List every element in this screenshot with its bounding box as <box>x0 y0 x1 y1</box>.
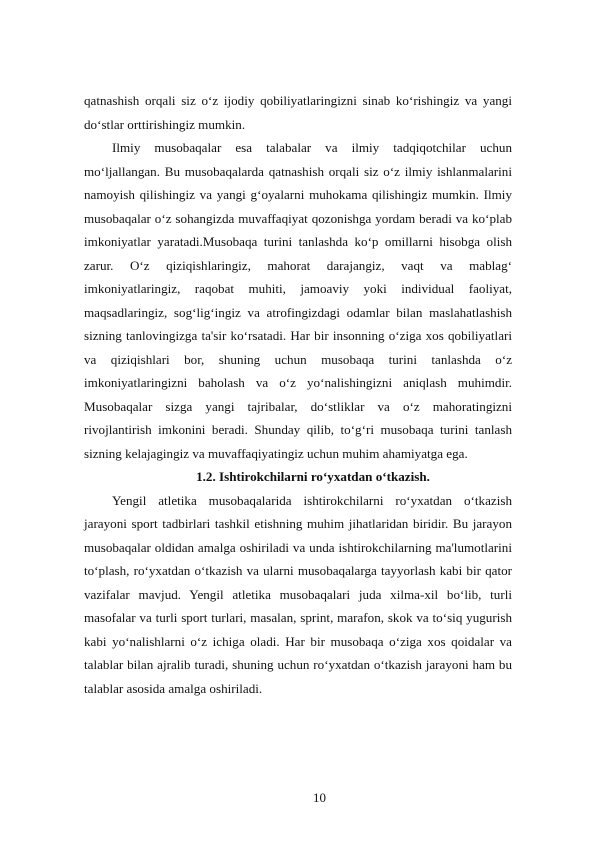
document-body <box>84 89 512 700</box>
section-heading: 1.2. Ishtirokchilarni ro‘yxatdan o‘tkazish. <box>196 469 430 484</box>
page-number: 10 <box>313 790 326 805</box>
paragraph-continuation: qatnashish orqali siz o‘z ijodiy qobiliyatlaringizni sinab ko‘rishingiz va yangi do‘stlar orttirishingiz mumkin. <box>84 93 512 132</box>
paragraph-scientific-competitions: Ilmiy musobaqalar esa talabalar va ilmiy tadqiqotchilar uchun mo‘ljallangan. Bu musobaqalarda qatnashish orqali siz o‘z ilmiy ishlanmalarini namoyish qilishingiz va yangi g‘oyalarni muhokama qilishingiz mumkin. Ilmiy musobaqalar o‘z sohangizda muvaffaqiyat qozonishga yordam beradi va ko‘plab imkoniyatlar yaratadi.Musobaqa turini tanlashda ko‘p omillarni hisobga olish zarur. O‘z qiziqishlaringiz, mahorat darajangiz, vaqt va mablag‘ imkoniyatlaringiz, raqobat muhiti, jamoaviy yoki individual faoliyat, maqsadlaringiz, sog‘lig‘ingiz va atrofingizdagi odamlar bilan maslahatlashish sizning tanlovingizga ta'sir ko‘rsatadi. Har bir insonning o‘ziga xos qobiliyatlari va qiziqishlari bor, shuning uchun musobaqa turini tanlashda o‘z imkoniyatlaringizni baholash va o‘z yo‘nalishingizni aniqlash muhimdir. Musobaqalar sizga yangi tajribalar, do‘stliklar va o‘z mahoratingizni rivojlantirish imkonini beradi. Shunday qilib, to‘g‘ri musobaqa turini tanlash sizning kelajagingiz va muvaffaqiyatingiz uchun muhim ahamiyatga ega. <box>84 140 512 461</box>
paragraph-registration: Yengil atletika musobaqalarida ishtirokchilarni ro‘yxatdan o‘tkazish jarayoni sport tadbirlari tashkil etishning muhim jihatlaridan biridir. Bu jarayon musobaqalar oldidan amalga oshiriladi va unda ishtirokchilarning ma'lumotlarini to‘plash, ro‘yxatdan o‘tkazish va ularni musobaqalarga tayyorlash kabi bir qator vazifalar mavjud. Yengil atletika musobaqalari juda xilma-xil bo‘lib, turli masofalar va turli sport turlari, masalan, sprint, marafon, skok va to‘siq yugurish kabi yo‘nalishlarni o‘z ichiga oladi. Har bir musobaqa o‘ziga xos qoidalar va talablar bilan ajralib turadi, shuning uchun ro‘yxatdan o‘tkazish jarayoni ham bu talablar asosida amalga oshiriladi. <box>84 492 512 696</box>
